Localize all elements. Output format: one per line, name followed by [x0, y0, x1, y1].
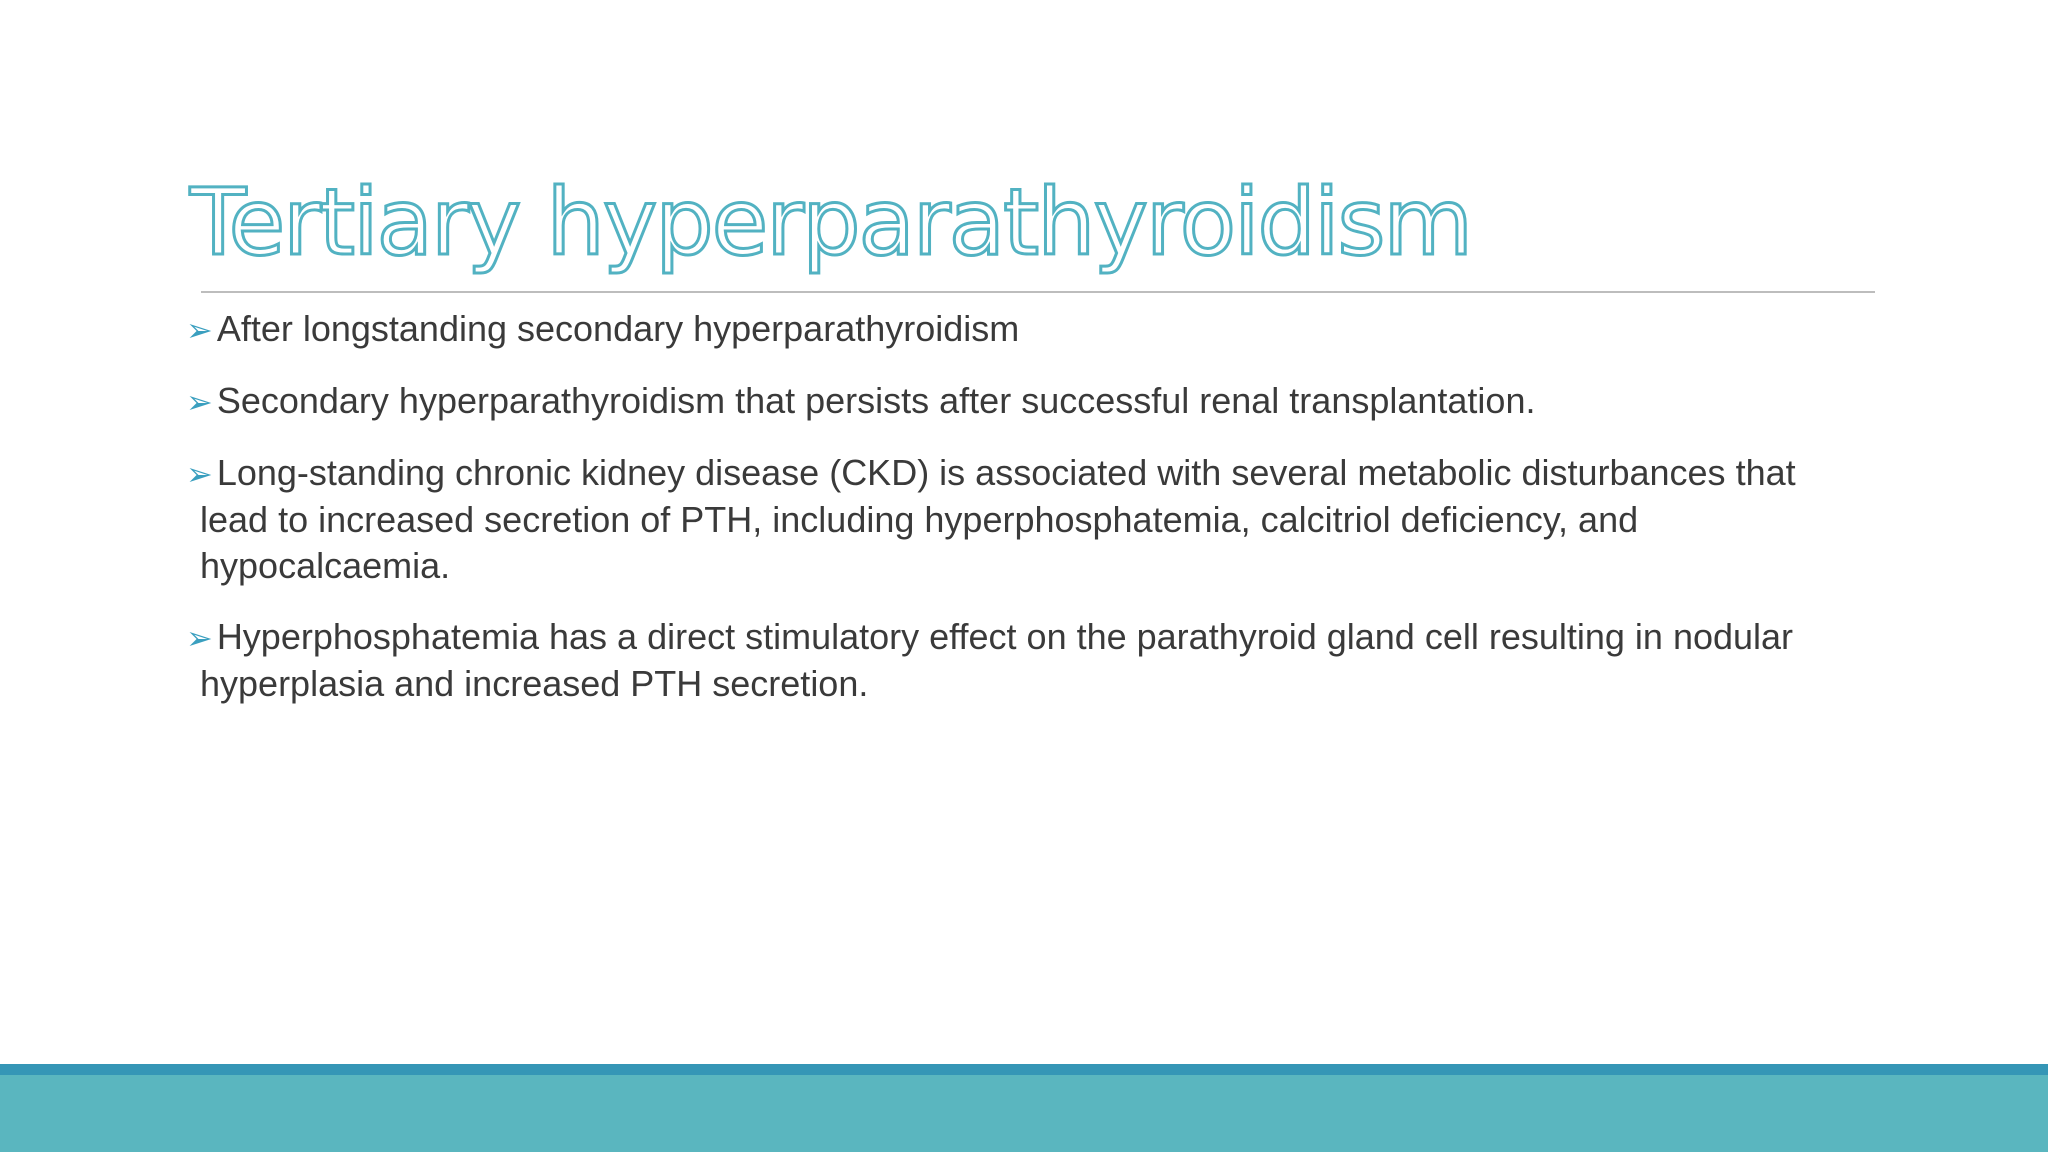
arrowhead-bullet-icon: ➢ [186, 619, 213, 657]
bullet-text: After longstanding secondary hyperparathyroidism [216, 308, 1020, 349]
bullet-list [186, 306, 1866, 732]
bullet-text: Secondary hyperparathyroidism that persists after successful renal transplantation. [216, 380, 1536, 421]
bullet-item [186, 450, 1866, 589]
bullet-text: Hyperphosphatemia has a direct stimulatory effect on the parathyroid gland cell resulting in nodular hyperplasia and increased PTH secretion. [200, 616, 1794, 704]
title-divider [201, 291, 1875, 293]
arrowhead-bullet-icon: ➢ [186, 455, 213, 493]
footer-band [0, 1064, 2048, 1152]
footer-stripe [0, 1064, 2048, 1075]
bullet-text: Long-standing chronic kidney disease (CKD) is associated with several metabolic disturbances that lead to increased secretion of PTH, including hyperphosphatemia, calcitriol deficiency, and hypocalcaemia. [200, 452, 1796, 586]
slide-title: Tertiary hyperparathyroidism [190, 169, 1472, 276]
bullet-item [186, 378, 1866, 425]
bullet-item [186, 614, 1866, 707]
arrowhead-bullet-icon: ➢ [186, 311, 213, 349]
arrowhead-bullet-icon: ➢ [186, 383, 213, 421]
bullet-item [186, 306, 1866, 353]
